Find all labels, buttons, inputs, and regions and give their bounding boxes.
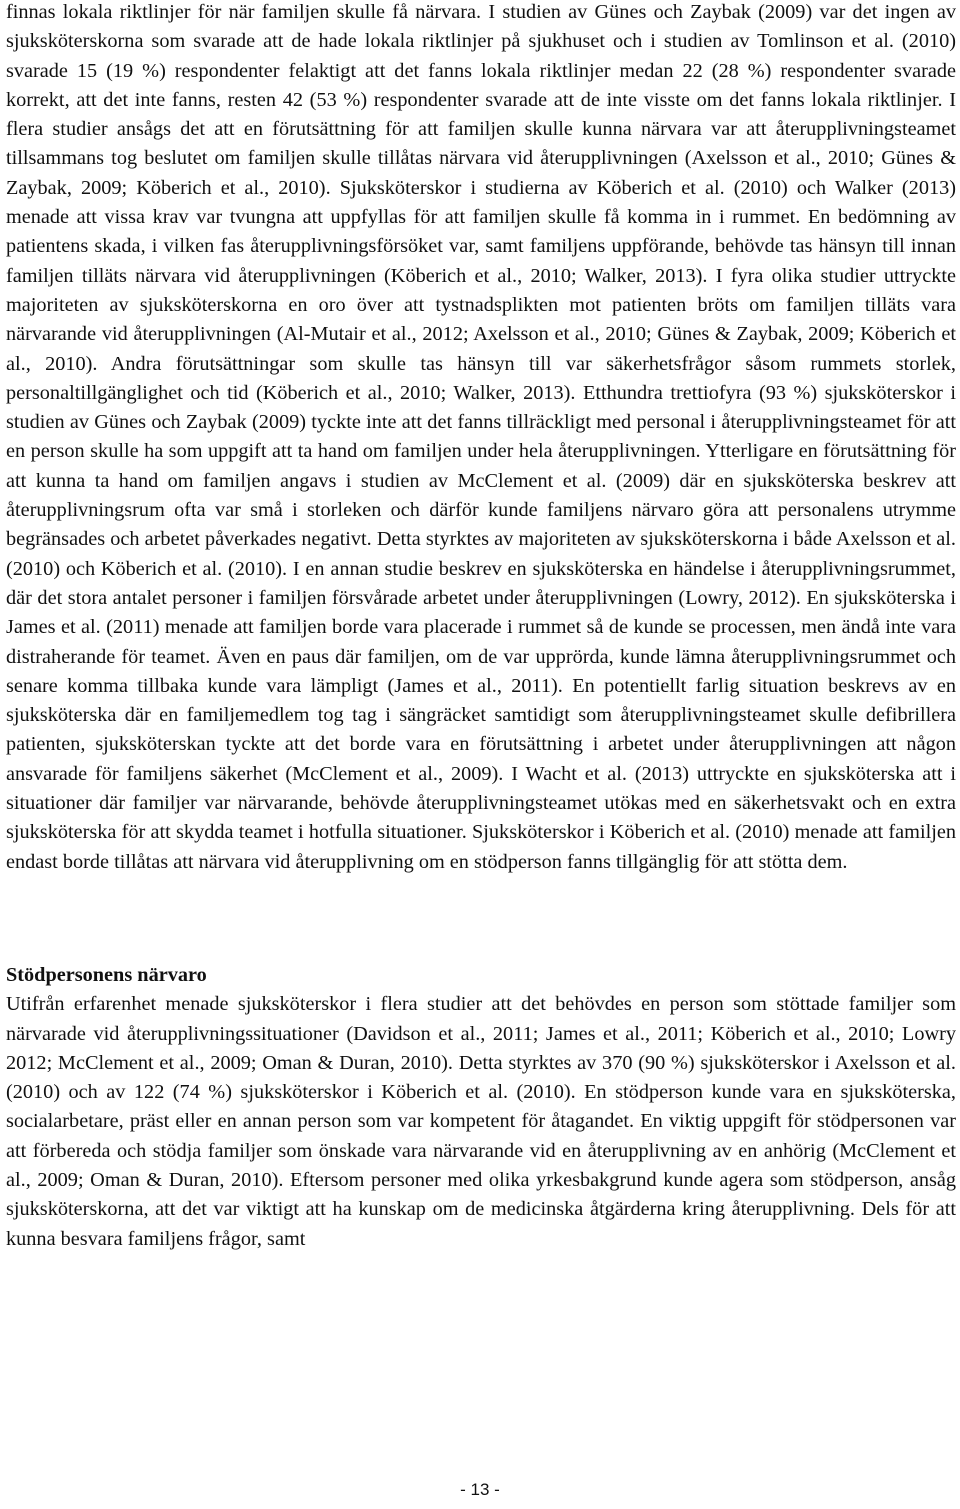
body-paragraph-support-person: Utifrån erfarenhet menade sjuksköterskor i flera studier att det behövdes en person som stöttade familjer som närvarade vid återupplivningssituationer (Davidson et al., 2011; James et al., 2011; Köberich et al., 2010; Lowry 2012; McClement et al., 2009; Oman & Duran, 2010). Detta styrktes av 370 (90 %) sjuksköterskor i Axelsson et al. (2010) och av 122 (74 %) sjuksköterskor i Köberich et al. (2010). En stödperson kunde vara en sjuksköterska, socialarbetare, präst eller en annan person som var kompetent för åtagandet. En viktig uppgift för stödpersonen var att förbereda och stödja familjer som önskade vara närvarande vid en återupplivning av en anhörig (McClement et al., 2009; Oman & Duran, 2010). Eftersom personer med olika yrkesbakgrund kunde agera som stödperson, ansåg sjuksköterskorna, att det var viktigt att ha kunskap om de medicinska åtgärderna kring återupplivning. Dels för att kunna besvara familjens frågor, samt: [6, 993, 956, 1250]
section-heading-support-person: Stödpersonens närvaro: [6, 963, 207, 986]
document-page: [6, 0, 956, 1254]
page-number: - 13 -: [460, 1480, 500, 1499]
body-paragraph-family-presence-conditions: finnas lokala riktlinjer för när familjen skulle få närvara. I studien av Günes och Zaybak (2009) var det ingen av sjuksköterskorna som svarade att de hade lokala riktlinjer på sjukhuset och i studien av Tomlinson et al. (2010) svarade 15 (19 %) respondenter felaktigt att det fanns lokala riktlinjer medan 22 (28 %) respondenter svarade korrekt, att det inte fanns, resten 42 (53 %) respondenter svarade att de inte visste om det fanns lokala riktlinjer. I flera studier ansågs det att en förutsättning för att familjen skulle kunna närvara var att återupplivningsteamet tillsammans tog beslutet om familjen skulle tillåtas närvara vid återupplivningen (Axelsson et al., 2010; Günes & Zaybak, 2009; Köberich et al., 2010). Sjuksköterskor i studierna av Köberich et al. (2010) och Walker (2013) menade att vissa krav var tvungna att uppfyllas för att familjen skulle få komma in i rummet. En bedömning av patientens skada, i vilken fas återupplivningsförsöket var, samt familjens uppförande, behövde tas hänsyn till innan familjen tilläts närvara vid återupplivningen (Köberich et al., 2010; Walker, 2013). I fyra olika studier uttryckte majoriteten av sjuksköterskorna en oro över att tystnadsplikten mot patienten bröts om familjen tilläts vara närvarande vid återupplivningen (Al-Mutair et al., 2012; Axelsson et al., 2010; Günes & Zaybak, 2009; Köberich et al., 2010). Andra förutsättningar som skulle tas hänsyn till var säkerhetsfrågor såsom rummets storlek, personaltillgänglighet och tid (Köberich et al., 2010; Walker, 2013). Etthundra trettiofyra (93 %) sjuksköterskor i studien av Günes och Zaybak (2009) tyckte inte att det fanns tillräckligt med personal i återupplivningsteamet för att en person skulle ha som uppgift att ta hand om familjen under hela återupplivningen. Ytterligare en förutsättning för att kunna ta hand om familjen angavs i studien av McClement et al. (2009) där en sjuksköterska beskrev att återupplivningsrum ofta var små i storleken och därför kunde familjens närvaro göra att personalens utrymme begränsades och arbetet påverkades negativt. Detta styrktes av majoriteten av sjuksköterskorna i både Axelsson et al. (2010) och Köberich et al. (2010). I en annan studie beskrev en sjuksköterska en händelse i återupplivningsrummet, där det stora antalet personer i familjen försvårade arbetet under återupplivningen (Lowry, 2012). En sjuksköterska i James et al. (2011) menade att familjen borde vara placerade i rummet så de kunde se processen, men ändå inte vara distraherande för teamet. Även en paus där familjen, om de var upprörda, kunde lämna återupplivningsrummet och senare komma tillbaka kunde vara lämpligt (James et al., 2011). En potentiellt farlig situation beskrevs av en sjuksköterska där en familjemedlem tog tag i sängräcket samtidigt som återupplivningsteamet skulle defibrillera patienten, sjuksköterskan tyckte att det borde vara en förutsättning i arbetet under återupplivningen att någon ansvarade för familjens säkerhet (McClement et al., 2009). I Wacht et al. (2013) uttryckte en sjuksköterska att i situationer där familjer var närvarande, behövde återupplivningsteamet utökas med en säkerhetsvakt och en extra sjuksköterska för att skydda teamet i hotfulla situationer. Sjuksköterskor i Köberich et al. (2010) menade att familjen endast borde tillåtas att närvara vid återupplivning om en stödperson fanns tillgänglig för att stötta dem.: [6, 1, 956, 873]
